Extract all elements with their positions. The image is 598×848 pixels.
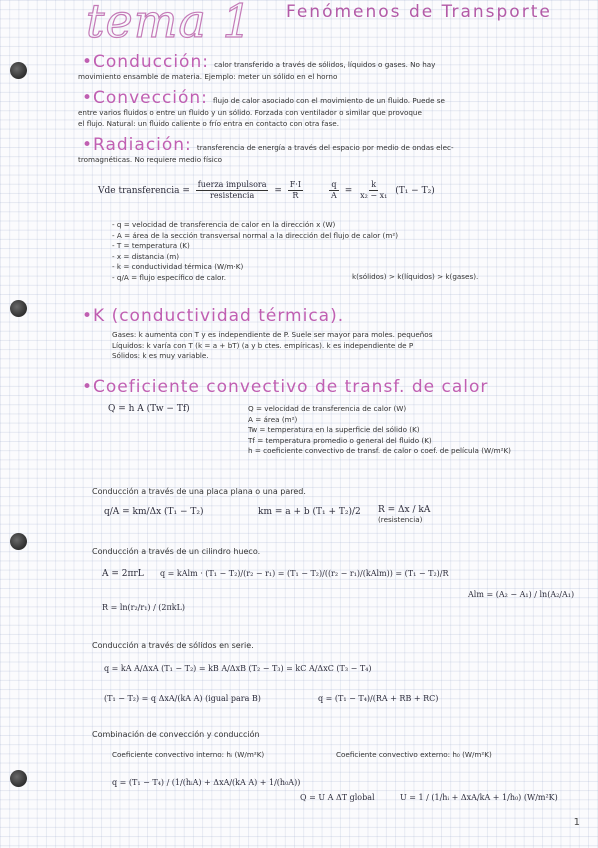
text-line: entre varios fluidos o entre un fluido y un sólido. Forzada con ventilador o similar que provoque <box>78 108 422 117</box>
definition-line: Q = velocidad de transferencia de calor (W) <box>248 404 407 413</box>
text-line: Coeficiente convectivo interno: hᵢ (W/m²K) <box>112 750 265 759</box>
placa-equation-3: R = Δx / kA (resistencia) <box>378 505 431 524</box>
fraction <box>358 180 389 201</box>
numerator: F·I <box>289 180 302 189</box>
denominator: x₂ − x₁ <box>360 191 388 200</box>
numerator: q <box>331 180 337 189</box>
coef-equation: Q = h A (Tw − Tf) <box>108 404 190 414</box>
equation-lhs: Vde transferencia <box>98 186 180 196</box>
denominator: R <box>292 191 299 200</box>
fraction <box>288 180 303 201</box>
section-heading: •Radiación: <box>82 135 192 155</box>
k-order-note: k(sólidos) > k(líquidos) > k(gases). <box>352 272 479 281</box>
conduccion-section <box>78 52 587 83</box>
cilindro-equation-4: R = ln(r₂/r₁) / (2πkL) <box>102 603 186 612</box>
page-subtitle: Fenómenos de Transporte <box>286 2 552 22</box>
numerator: fuerza impulsora <box>197 180 267 189</box>
definition-line: - q = velocidad de transferencia de calor en la dirección x (W) <box>112 220 336 229</box>
definition-line: - k = conductividad térmica (W/m·K) <box>112 262 244 271</box>
subsection-heading: Conducción a través de sólidos en serie. <box>92 641 254 650</box>
numerator: k <box>371 180 377 189</box>
coef-section <box>82 377 592 397</box>
combinacion-equation-2: Q = U A ΔT global <box>300 793 375 802</box>
binder-hole <box>10 533 27 550</box>
definition-line: Tf = temperatura promedio o general del fluido (K) <box>248 435 432 445</box>
transfer-equation: Vde transferencia = $\frac{\text{fuerza impulsora}}{\text{resistencia}}$ = $\frac{F\cdot I}{R}$ $\frac{q}{A}$ = $\frac{k}{\text{x₂ − x₁}}$ (T₁ − T₂) <box>98 180 435 200</box>
serie-equation-2: (T₁ − T₂) = q ΔxA/(kA A) (igual para B) <box>104 694 261 703</box>
denominator: A <box>331 191 337 200</box>
denominator: resistencia <box>210 191 255 200</box>
fraction <box>196 180 269 201</box>
fraction <box>329 180 339 201</box>
section-heading: •Convección: <box>82 88 208 108</box>
subsection-heading: Conducción a través de una placa plana o una pared. <box>92 487 306 496</box>
definition-line: h = coeficiente convectivo de transf. de calor o coef. de película (W/m²K) <box>248 446 511 455</box>
equation-lhs: R <box>378 505 385 515</box>
radiacion-section <box>78 135 587 166</box>
text-line: movimiento ensamble de materia. Ejemplo: meter un sólido en el horno <box>78 72 338 81</box>
binder-hole <box>10 300 27 317</box>
section-heading: •Conducción: <box>82 52 209 72</box>
definition-line: - T = temperatura (K) <box>112 241 190 250</box>
text-line: tromagnéticas. No requiere medio físico <box>78 155 223 164</box>
placa-equation-1: q/A = km/Δx (T₁ − T₂) <box>104 507 204 517</box>
k-section <box>82 306 587 362</box>
combinacion-equation-1: q = (T₁ − T₄) / (1/(hᵢA) + ΔxA/(kA A) + 1/(h₀A)) <box>112 778 301 787</box>
subsection-heading: Conducción a través de un cilindro hueco. <box>92 547 261 556</box>
serie-equation-3: q = (T₁ − T₄)/(RA + RB + RC) <box>318 694 439 703</box>
text-line: Líquidos: k varía con T (k = a + bT) (a y b ctes. empíricas). k es independiente de P <box>112 340 414 350</box>
section-heading: •Coeficiente convectivo de transf. de calor <box>82 377 489 397</box>
binder-hole <box>10 62 27 79</box>
definition-line: - q/A = flujo específico de calor. <box>112 272 226 282</box>
text-line: calor transferido a través de sólidos, líquidos o gases. No hay <box>214 60 436 69</box>
cilindro-equation-2: q = kAlm · (T₁ − T₂)/(r₂ − r₁) = (T₁ − T₂)/((r₂ − r₁)/(kAlm)) = (T₁ − T₂)/R <box>160 569 449 578</box>
cilindro-equation-3: Alm = (A₂ − A₁) / ln(A₂/A₁) <box>468 590 575 599</box>
section-heading: •K (conductividad térmica). <box>82 306 345 326</box>
cilindro-equation-1: A = 2πrL <box>102 569 144 579</box>
definition-line: - A = área de la sección transversal normal a la dirección del flujo de calor (m²) <box>112 230 399 240</box>
definition-line: A = área (m²) <box>248 414 298 424</box>
page-title: tema 1 <box>86 0 253 48</box>
page-number: 1 <box>573 817 580 828</box>
equation-rhs: Δx / kA <box>398 505 431 515</box>
coef-definitions <box>248 404 511 457</box>
definition-line: - x = distancia (m) <box>112 251 180 261</box>
serie-equation-1: q = kA A/ΔxA (T₁ − T₂) = kB A/ΔxB (T₂ − T₃) = kC A/ΔxC (T₃ − T₄) <box>104 664 372 673</box>
binder-hole <box>10 770 27 787</box>
equation-note: (resistencia) <box>378 515 423 524</box>
subsection-heading: Combinación de convección y conducción <box>92 730 260 739</box>
text-line: transferencia de energía a través del espacio por medio de ondas elec- <box>196 143 454 152</box>
definition-line: Tw = temperatura en la superficie del sólido (K) <box>248 425 420 434</box>
combinacion-equation-3: U = 1 / (1/hᵢ + ΔxA/kA + 1/h₀) (W/m²K) <box>400 793 558 802</box>
text-line: Gases: k aumenta con T y es independiente de P. Suele ser mayor para moles. pequeños <box>112 330 433 339</box>
equation-tail: (T₁ − T₂) <box>395 186 435 196</box>
text-line: el flujo. Natural: un fluido caliente o frío entra en contacto con otra fase. <box>78 118 339 128</box>
text-line: flujo de calor asociado con el movimiento de un fluido. Puede se <box>213 96 445 105</box>
text-line: Sólidos: k es muy variable. <box>112 351 209 360</box>
placa-equation-2: km = a + b (T₁ + T₂)/2 <box>258 507 361 517</box>
conveccion-section <box>78 88 587 129</box>
text-line: Coeficiente convectivo externo: h₀ (W/m²K) <box>336 750 492 759</box>
